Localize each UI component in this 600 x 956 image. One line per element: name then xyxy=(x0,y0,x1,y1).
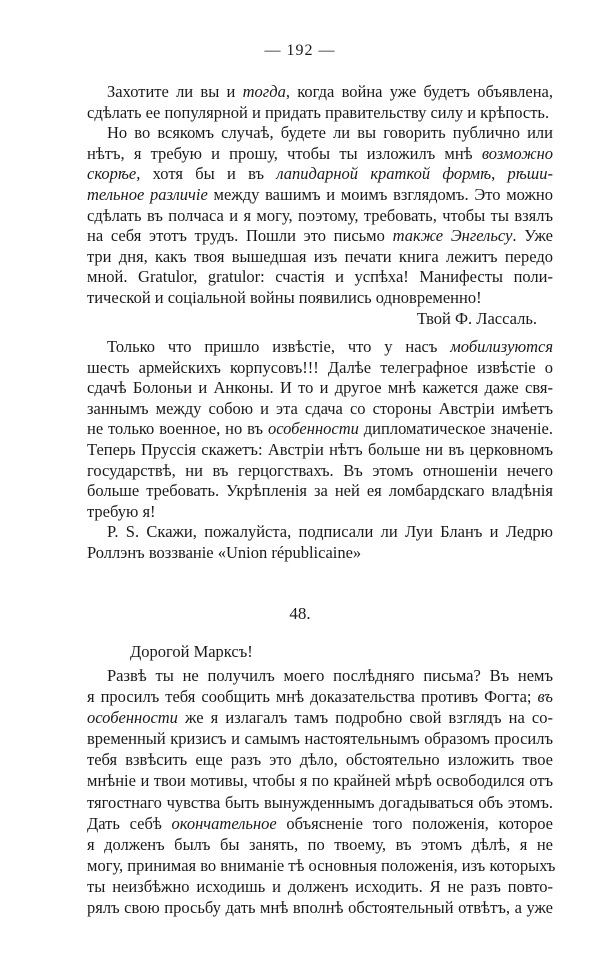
italic-emphasis: особенности xyxy=(87,708,178,728)
text-run: требую я! xyxy=(87,501,156,521)
page-number: — 192 — xyxy=(264,42,336,59)
text-run: ты неизбѣжно исходишь и долженъ исходить. Я не разъ повто- xyxy=(87,876,553,896)
text-run: же я излагалъ тамъ подробно свой взглядъ на со- xyxy=(177,708,553,728)
text-run: между вашимъ и моимъ взглядомъ. Это можно xyxy=(207,184,553,204)
text-line xyxy=(87,522,553,543)
text-run: . Уже xyxy=(512,226,553,246)
text-run: нѣтъ, я требую и прошу, чтобы ты изложилъ мнѣ xyxy=(87,143,482,163)
text-run: Захотите ли вы и xyxy=(107,82,243,101)
text-line xyxy=(87,378,553,399)
text-line xyxy=(87,206,553,227)
text-run: , когда война уже будетъ объявлена, xyxy=(285,82,553,101)
text-run: временный кризисъ и самымъ настоятельнымъ образомъ просилъ xyxy=(87,729,553,749)
text-line xyxy=(87,399,553,420)
text-run: шесть армейскихъ корпусовъ!!! Далѣе телеграфное извѣстіе о xyxy=(87,357,553,377)
text-line xyxy=(87,123,553,144)
text-run: тебя взвѣсить еще разъ это дѣло, обстоятельно изложить твое xyxy=(87,750,553,770)
italic-emphasis: тельное различіе xyxy=(87,184,208,204)
text-line xyxy=(87,419,553,440)
italic-emphasis: мобилизуются xyxy=(450,337,553,356)
text-line xyxy=(87,267,553,288)
text-run: мнѣніе и твои мотивы, чтобы я по крайней мѣрѣ освободился отъ xyxy=(87,771,553,791)
text-line xyxy=(87,876,553,897)
text-line xyxy=(87,144,553,165)
text-line xyxy=(87,792,553,813)
italic-emphasis: окончательное xyxy=(171,813,277,833)
letter-47-ending xyxy=(87,82,553,329)
text-line xyxy=(87,358,553,379)
text-line xyxy=(87,543,553,564)
text-run: я долженъ былъ бы занять, по твоему, въ этомъ дѣлѣ, я не xyxy=(87,834,553,854)
text-line xyxy=(87,834,553,855)
text-run: хотя бы и въ xyxy=(140,164,277,184)
text-line xyxy=(87,82,553,103)
text-run: , xyxy=(491,164,508,184)
text-run: Теперь Пруссія скажетъ: Австріи нѣтъ больше ни въ церковномъ xyxy=(87,439,553,459)
text-run: Твой Ф. Лассаль. xyxy=(416,308,537,328)
postscript xyxy=(87,337,553,564)
text-run: Роллэнъ воззваніе «Union républicaine» xyxy=(87,542,362,562)
text-run: государствѣ, ни въ герцогствахъ. Въ этомъ отношеніи нечего xyxy=(87,460,553,480)
text-run: тягостнаго чувства быть вынужденнымъ догадываться объ этомъ. xyxy=(87,792,553,812)
text-run: дипломатическое значеніе. xyxy=(358,419,553,439)
text-line xyxy=(87,481,553,502)
signature xyxy=(87,309,553,330)
text-run: рялъ свою просьбу дать мнѣ вполнѣ обстоятельный отвѣтъ, а уже xyxy=(87,898,553,918)
text-line xyxy=(87,337,553,358)
text-run: Но во всякомъ случаѣ, будете ли вы говорить публично или xyxy=(107,123,553,143)
text-run: я просилъ тебя сообщить мнѣ доказательства противъ Фогта; xyxy=(87,687,538,707)
italic-emphasis: лапидарной краткой формѣ xyxy=(276,164,492,184)
text-line xyxy=(87,665,553,686)
text-line xyxy=(87,707,553,728)
text-line xyxy=(87,226,553,247)
text-run: не только военное, но въ xyxy=(87,419,268,439)
text-run: Развѣ ты не получилъ моего послѣдняго письма? Въ немъ xyxy=(107,666,553,685)
letter-48-body xyxy=(87,665,556,918)
text-line xyxy=(87,247,553,268)
text-run: мной. Gratulor, gratulor: счастія и успѣха! Манифесты поли- xyxy=(87,267,553,287)
italic-emphasis: скорѣе, xyxy=(87,164,141,184)
text-run: P. S. Скажи, пожалуйста, подписали ли Луи Бланъ и Ледрю xyxy=(107,522,553,542)
italic-emphasis: также Энгельсу xyxy=(392,226,513,246)
text-line xyxy=(87,749,553,770)
text-line xyxy=(87,288,553,309)
letter-greeting: Дорогой Марксъ! xyxy=(130,642,253,661)
text-line xyxy=(87,440,553,461)
text-run: Только что пришло извѣстіе, что у насъ xyxy=(107,337,451,356)
text-line xyxy=(87,103,553,124)
text-line xyxy=(87,502,553,523)
italic-emphasis: въ xyxy=(537,687,553,707)
text-run: объясненіе того положенія, которое xyxy=(276,813,553,833)
text-line xyxy=(87,855,556,876)
italic-emphasis: особенности xyxy=(267,419,359,439)
text-run: могу, принимая во вниманіе тѣ основныя положенія, изъ которыхъ xyxy=(87,855,556,875)
text-run: Дать себѣ xyxy=(87,813,172,833)
text-run: заннымъ между собою и эта сдача со стороны Австріи имѣетъ xyxy=(87,398,553,418)
text-line xyxy=(87,686,553,707)
text-line xyxy=(87,185,553,206)
text-run: на себя этотъ трудъ. Пошли это письмо xyxy=(87,226,393,246)
text-line xyxy=(87,728,553,749)
italic-emphasis: возможно xyxy=(481,143,553,163)
italic-emphasis: рѣши- xyxy=(507,164,553,184)
text-run: сдѣлать въ полчаса и я могу, поэтому, требовать, чтобы ты взялъ xyxy=(87,205,553,225)
text-line xyxy=(87,770,553,791)
text-line xyxy=(87,813,553,834)
text-run: сдачѣ Болоньи и Анконы. И то и другое мнѣ кажется даже свя- xyxy=(87,378,553,398)
text-line xyxy=(87,897,553,918)
letter-number-heading: 48. xyxy=(289,604,311,623)
text-run: сдѣлать ее популярной и придать правительству силу и крѣпость. xyxy=(87,102,550,122)
text-line xyxy=(87,461,553,482)
text-run: больше требовать. Укрѣпленія за ней ея ломбардскаго владѣнія xyxy=(87,481,553,501)
text-run: три дня, какъ твоя вышедшая изъ печати книга лежитъ передо xyxy=(87,246,553,266)
text-line xyxy=(87,164,553,185)
text-run: тической и соціальной войны появились одновременно! xyxy=(87,287,482,307)
italic-emphasis: тогда xyxy=(242,82,286,101)
